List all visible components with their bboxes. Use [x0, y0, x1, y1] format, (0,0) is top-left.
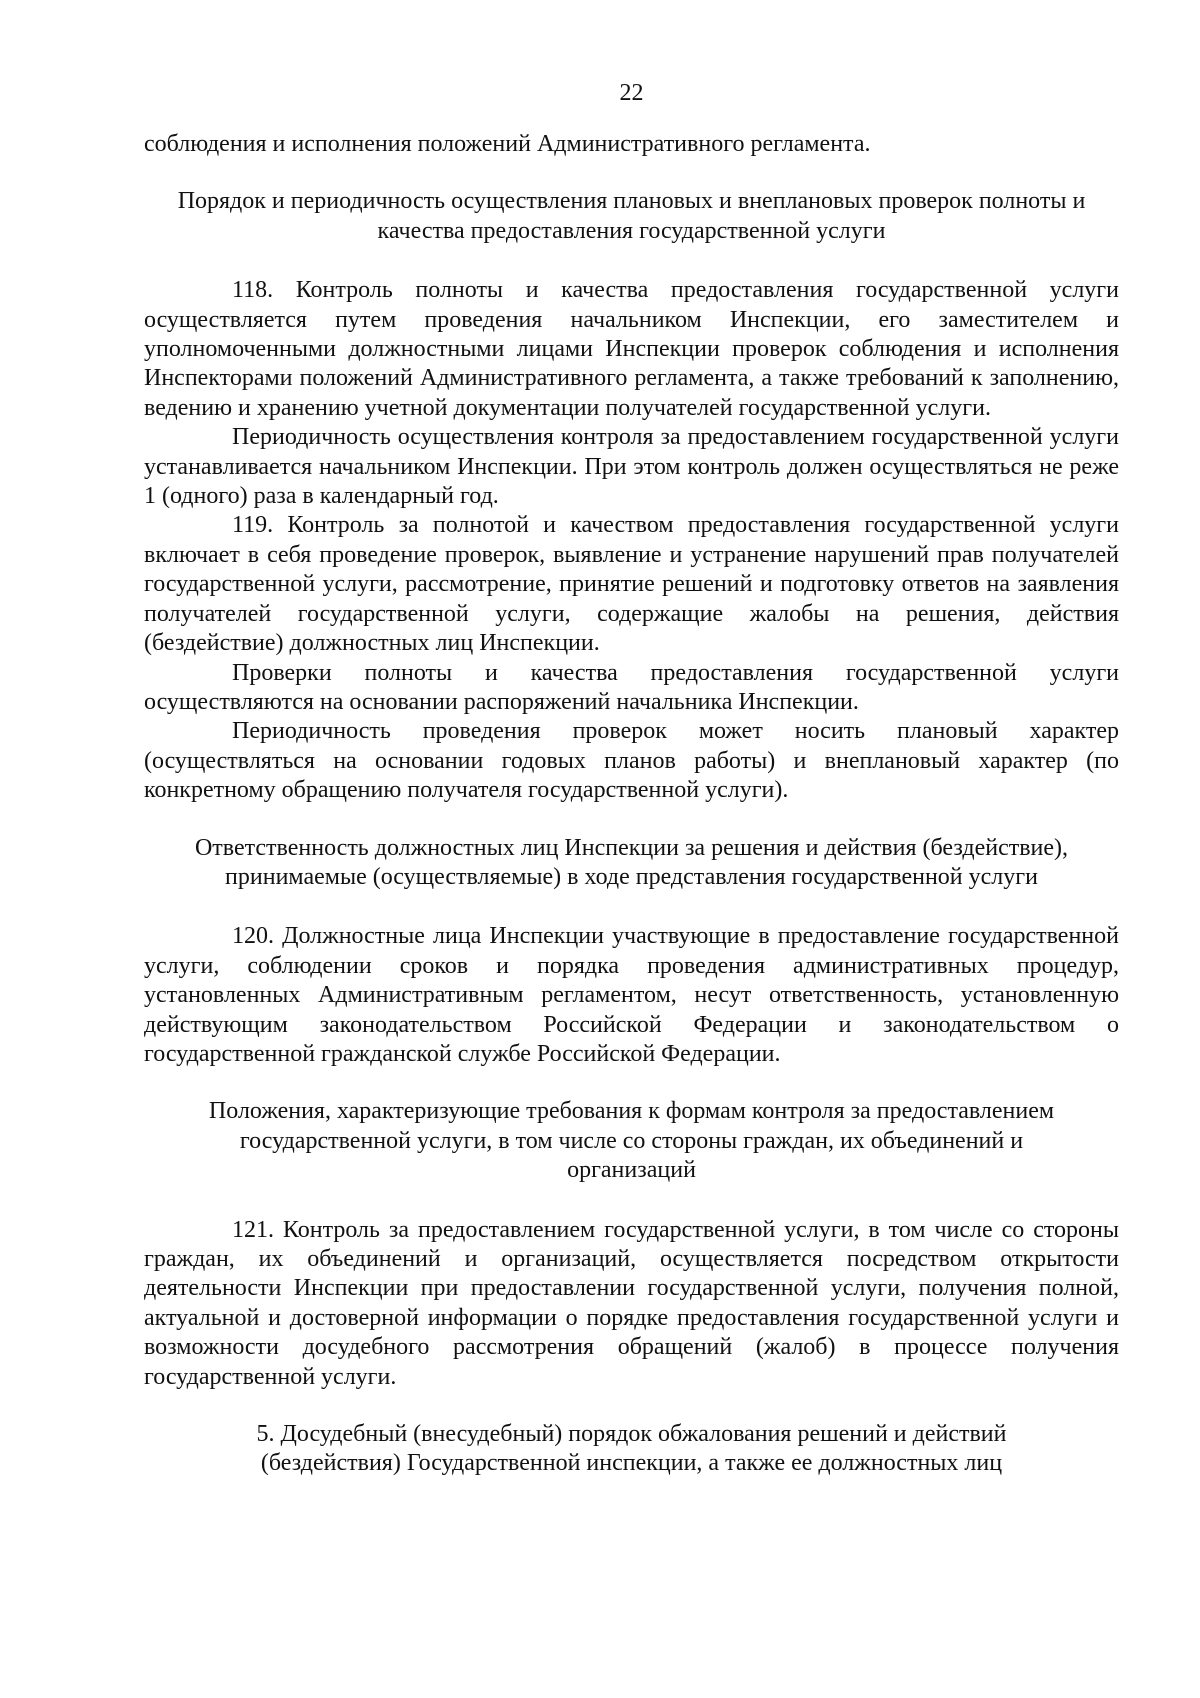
document-body: [144, 130, 1119, 1479]
section-heading-appeal: 5. Досудебный (внесудебный) порядок обжалования решений и действий (бездействия) Государственной инспекции, а также ее должностных лиц: [256, 1421, 1007, 1477]
section-control-forms-body: [144, 1216, 1119, 1392]
section-heading-inspections: Порядок и периодичность осуществления плановых и внеплановых проверок полноты и качества предоставления государственной услуги: [177, 188, 1086, 244]
paragraph-119: 119. Контроль за полнотой и качеством предоставления государственной услуги включает в себя проведение проверок, выявление и устранение нарушений прав получателей государственной услуги, рассмотрение, принятие решений и подготовку ответов на заявления получателей государственной услуги, содержащие жалобы на решения, действия (бездействие) должностных лиц Инспекции.: [144, 512, 1119, 657]
paragraph-118: 118. Контроль полноты и качества предоставления государственной услуги осуществляется путем проведения начальником Инспекции, его заместителем и уполномоченными должностными лицами Инспекции проверок соблюдения и исполнения Инспекторами положений Административного регламента, а также требований к заполнению, ведению и хранению учетной документации получателей государственной услуги.: [144, 277, 1119, 421]
paragraph-120: 120. Должностные лица Инспекции участвующие в предоставление государственной услуги, соблюдении сроков и порядка проведения административных процедур, установленных Административным регламентом, несут ответственность, установленную действующим законодательством Российской Федерации и законодательством о государственной гражданской службе Российской Федерации.: [144, 923, 1119, 1067]
paragraph-periodicity: Периодичность осуществления контроля за предоставлением государственной услуги устанавливается начальником Инспекции. При этом контроль должен осуществляться не реже 1 (одного) раза в календарный год.: [144, 424, 1119, 510]
section-responsibility-body: [144, 922, 1119, 1069]
page-number: 22: [619, 80, 644, 106]
paragraph-checks-basis: Проверки полноты и качества предоставления государственной услуги осуществляются на основании распоряжений начальника Инспекции.: [144, 659, 1119, 715]
intro-line: соблюдения и исполнения положений Административного регламента.: [144, 131, 871, 157]
paragraph-checks-periodicity: Периодичность проведения проверок может носить плановый характер (осуществляться на основании годовых планов работы) и внеплановый характер (по конкретному обращению получателя государственной услуги).: [144, 718, 1119, 804]
section-inspections-body: [144, 276, 1119, 805]
section-heading-control-forms: Положения, характеризующие требования к формам контроля за предоставлением государственной услуги, в том числе со стороны граждан, их объединений и организаций: [208, 1098, 1055, 1184]
section-heading-responsibility: Ответственность должностных лиц Инспекции за решения и действия (бездействие), принимаемые (осуществляемые) в ходе представления государственной услуги: [194, 834, 1069, 890]
paragraph-121: 121. Контроль за предоставлением государственной услуги, в том числе со стороны граждан, их объединений и организаций, осуществляется посредством открытости деятельности Инспекции при предоставлении государственной услуги, получения полной, актуальной и достоверной информации о порядке предоставления государственной услуги и возможности досудебного рассмотрения обращений (жалоб) в процессе получения государственной услуги.: [144, 1216, 1119, 1390]
